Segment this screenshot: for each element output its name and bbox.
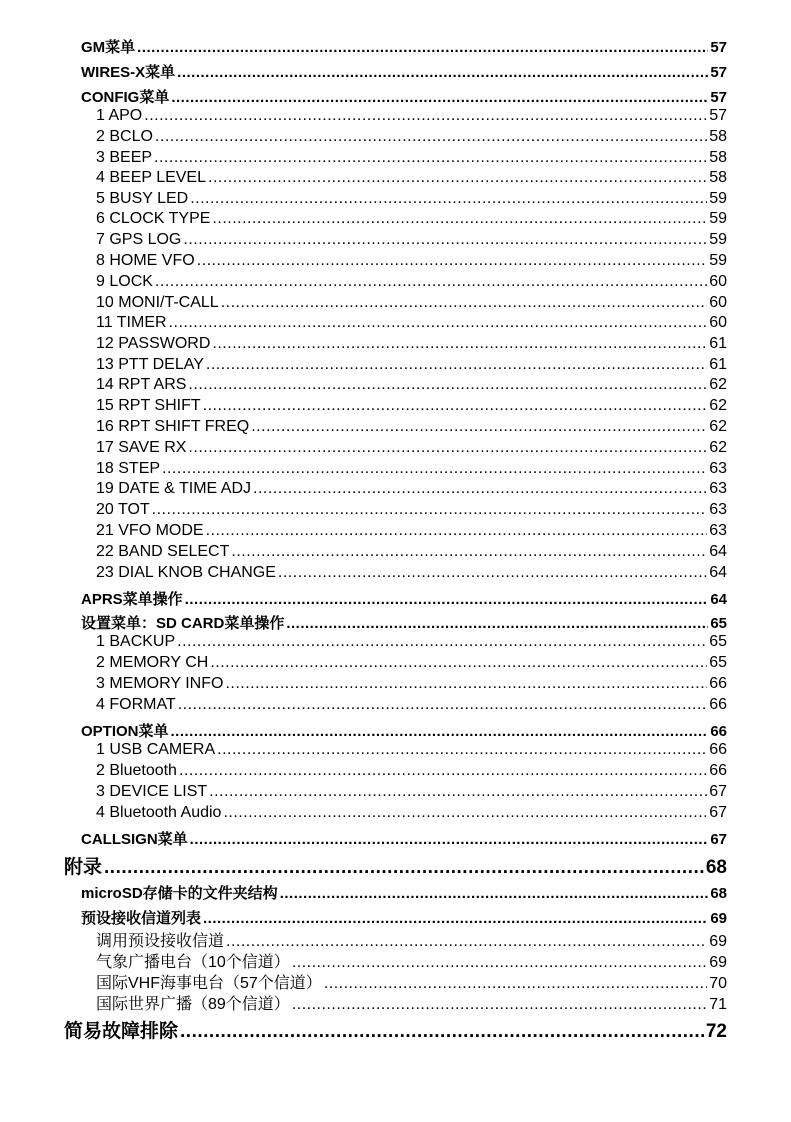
toc-entry-page-number: 58 (709, 128, 727, 145)
toc-entry-title: WIRES-X菜单 (81, 64, 176, 81)
toc-entry[interactable] (96, 633, 727, 653)
toc-entry-page-number: 69 (710, 910, 727, 927)
toc-entry-title: 气象广播电台（10个信道） (96, 954, 290, 971)
dot-leader (225, 675, 707, 693)
toc-entry-title: 17 SAVE RX (96, 439, 187, 456)
toc-entry-title: 2 MEMORY CH (96, 654, 209, 671)
toc-entry-page-number: 68 (705, 857, 727, 878)
toc-entry-title: 23 DIAL KNOB CHANGE (96, 564, 276, 581)
toc-entry-title: 7 GPS LOG (96, 231, 182, 248)
toc-entry[interactable] (96, 107, 727, 127)
toc-entry[interactable] (96, 376, 727, 396)
toc-entry[interactable] (64, 1016, 727, 1040)
toc-entry-title: 调用预设接收信道 (96, 933, 225, 950)
toc-entry-title: OPTION菜单 (81, 723, 169, 740)
toc-entry-title: GM菜单 (81, 39, 136, 56)
toc-entry-title: 16 RPT SHIFT FREQ (96, 418, 250, 435)
toc-entry-title: 15 RPT SHIFT (96, 397, 201, 414)
dot-leader (190, 831, 709, 848)
toc-entry-title: 1 BACKUP (96, 633, 176, 650)
toc-entry-title: 22 BAND SELECT (96, 543, 230, 560)
dot-leader (217, 741, 707, 759)
dot-leader (209, 783, 707, 801)
toc-entry-title: 20 TOT (96, 501, 150, 518)
toc-entry[interactable] (81, 61, 727, 81)
dot-leader (137, 39, 708, 56)
toc-entry-title: 2 BCLO (96, 128, 153, 145)
toc-entry-title: 19 DATE & TIME ADJ (96, 480, 252, 497)
toc-entry[interactable] (96, 128, 727, 148)
dot-leader (221, 294, 708, 312)
toc-entry-title: 国际世界广播（89个信道） (96, 996, 290, 1013)
toc-entry-page-number: 65 (709, 654, 727, 671)
toc-entry-title: 4 Bluetooth Audio (96, 804, 222, 821)
toc-entry-page-number: 63 (709, 460, 727, 477)
dot-leader (188, 376, 707, 394)
dot-leader (183, 231, 707, 249)
toc-entry-page-number: 60 (709, 273, 727, 290)
toc-entry[interactable] (96, 252, 727, 272)
toc-entry-page-number: 63 (709, 501, 727, 518)
toc-entry-page-number: 66 (709, 675, 727, 692)
toc-entry[interactable] (96, 564, 727, 584)
toc-entry-page-number: 58 (709, 149, 727, 166)
toc-entry-page-number: 70 (709, 975, 727, 992)
toc-entry-page-number: 61 (709, 335, 727, 352)
toc-entry[interactable] (96, 783, 727, 803)
toc-entry[interactable] (96, 991, 727, 1011)
toc-entry-page-number: 64 (709, 543, 727, 560)
toc-entry-title: 1 APO (96, 107, 143, 124)
toc-entry[interactable] (81, 828, 727, 848)
toc-entry-title: CALLSIGN菜单 (81, 831, 188, 848)
toc-entry-page-number: 59 (709, 190, 727, 207)
dot-leader (171, 89, 708, 106)
toc-entry-title: 预设接收信道列表 (81, 910, 202, 927)
dot-leader (188, 439, 707, 457)
toc-entry-page-number: 69 (709, 933, 727, 950)
toc-entry-page-number: 60 (709, 294, 727, 311)
toc-entry-page-number: 60 (709, 314, 727, 331)
dot-leader (280, 885, 709, 902)
toc-entry-page-number: 62 (709, 439, 727, 456)
toc-entry[interactable] (81, 907, 727, 927)
toc-entry-title: 14 RPT ARS (96, 376, 187, 393)
toc-entry-title: 3 DEVICE LIST (96, 783, 208, 800)
toc-entry-title: 18 STEP (96, 460, 161, 477)
toc-entry-page-number: 66 (709, 696, 727, 713)
toc-entry[interactable] (96, 522, 727, 542)
dot-leader (212, 335, 707, 353)
toc-entry[interactable] (96, 675, 727, 695)
dot-leader (144, 107, 707, 125)
dot-leader (179, 762, 707, 780)
dot-leader (208, 169, 707, 187)
toc-entry-page-number: 62 (709, 376, 727, 393)
toc-entry[interactable] (96, 501, 727, 521)
dot-leader (104, 857, 704, 879)
dot-leader (203, 910, 708, 927)
dot-leader (152, 501, 708, 519)
toc-entry-title: APRS菜单操作 (81, 591, 183, 608)
toc-entry-page-number: 67 (710, 831, 727, 848)
toc-entry-page-number: 63 (709, 522, 727, 539)
toc-entry[interactable] (96, 970, 727, 990)
toc-entry[interactable] (96, 273, 727, 293)
toc-entry[interactable] (96, 356, 727, 376)
toc-entry-title: 21 VFO MODE (96, 522, 204, 539)
toc-entry-title: 9 LOCK (96, 273, 153, 290)
toc-entry-title: 国际VHF海事电台（57个信道） (96, 975, 322, 992)
toc-entry[interactable] (81, 882, 727, 902)
toc-entry[interactable] (96, 231, 727, 251)
toc-entry-page-number: 65 (710, 615, 727, 632)
toc-entry[interactable] (96, 762, 727, 782)
toc-entry-title: 13 PTT DELAY (96, 356, 204, 373)
toc-entry-page-number: 63 (709, 480, 727, 497)
dot-leader (253, 480, 707, 498)
toc-entry[interactable] (96, 149, 727, 169)
toc-entry-page-number: 57 (710, 39, 727, 56)
dot-leader (223, 804, 707, 822)
toc-entry-title: 12 PASSWORD (96, 335, 211, 352)
toc-entry[interactable] (96, 439, 727, 459)
dot-leader (177, 633, 707, 651)
toc-entry-page-number: 68 (710, 885, 727, 902)
dot-leader (210, 654, 707, 672)
toc-entry-page-number: 58 (709, 169, 727, 186)
dot-leader (251, 418, 707, 436)
toc-entry-title: 2 Bluetooth (96, 762, 177, 779)
toc-entry-page-number: 59 (709, 210, 727, 227)
toc-entry-page-number: 69 (709, 954, 727, 971)
toc-entry-title: 10 MONI/T-CALL (96, 294, 219, 311)
dot-leader (162, 460, 707, 478)
toc-entry-page-number: 57 (710, 89, 727, 106)
toc-entry[interactable] (96, 543, 727, 563)
toc-entry-page-number: 61 (709, 356, 727, 373)
toc-entry[interactable] (96, 294, 727, 314)
toc-entry-page-number: 59 (709, 231, 727, 248)
dot-leader (177, 64, 708, 81)
toc-entry-page-number: 62 (709, 397, 727, 414)
dot-leader (155, 273, 707, 291)
toc-entry[interactable] (96, 169, 727, 189)
toc-entry-title: CONFIG菜单 (81, 89, 170, 106)
toc-entry-title: 3 MEMORY INFO (96, 675, 224, 692)
toc-entry-page-number: 64 (709, 564, 727, 581)
toc-entry-page-number: 67 (709, 783, 727, 800)
toc-entry-page-number: 67 (709, 804, 727, 821)
toc-entry[interactable] (81, 720, 727, 740)
toc-entry-page-number: 62 (709, 418, 727, 435)
toc-entry-title: 4 BEEP LEVEL (96, 169, 206, 186)
toc-entry[interactable] (64, 852, 727, 876)
toc-entry-page-number: 64 (710, 591, 727, 608)
dot-leader (206, 522, 708, 540)
toc-entry[interactable] (81, 86, 727, 106)
toc-entry[interactable] (96, 804, 727, 824)
dot-leader (231, 543, 707, 561)
toc-entry[interactable] (81, 588, 727, 608)
dot-leader (206, 356, 707, 374)
dot-leader (190, 190, 707, 208)
dot-leader (286, 615, 708, 632)
dot-leader (212, 210, 707, 228)
toc-entry-title: 1 USB CAMERA (96, 741, 216, 758)
toc-entry-page-number: 65 (709, 633, 727, 650)
dot-leader (169, 314, 708, 332)
dot-leader (171, 723, 709, 740)
toc-entry-page-number: 71 (709, 996, 727, 1013)
toc-entry-page-number: 57 (710, 64, 727, 81)
toc-entry-page-number: 66 (710, 723, 727, 740)
toc-entry-title: 8 HOME VFO (96, 252, 195, 269)
dot-leader (178, 696, 708, 714)
toc-entry-title: 简易故障排除 (64, 1021, 179, 1042)
toc-entry-page-number: 66 (709, 762, 727, 779)
toc-entry[interactable] (96, 190, 727, 210)
toc-entry[interactable] (81, 612, 727, 632)
toc-entry[interactable] (96, 460, 727, 480)
toc-entry-title: 设置菜单：SD CARD菜单操作 (81, 615, 285, 632)
toc-entry[interactable] (96, 397, 727, 417)
toc-entry-title: 附录 (64, 857, 103, 878)
toc-entry-page-number: 59 (709, 252, 727, 269)
toc-entry-title: 3 BEEP (96, 149, 153, 166)
dot-leader (203, 397, 708, 415)
dot-leader (278, 564, 707, 582)
dot-leader (185, 591, 709, 608)
toc-entry[interactable] (96, 210, 727, 230)
toc-entry-title: microSD存储卡的文件夹结构 (81, 885, 278, 902)
toc-entry[interactable] (81, 36, 727, 56)
dot-leader (154, 149, 707, 167)
toc-entry-title: 4 FORMAT (96, 696, 176, 713)
toc-entry[interactable] (96, 696, 727, 716)
toc-entry[interactable] (96, 741, 727, 761)
toc-entry[interactable] (96, 418, 727, 438)
toc-entry[interactable] (96, 335, 727, 355)
toc-entry-title: 11 TIMER (96, 314, 167, 331)
dot-leader (180, 1021, 704, 1043)
toc-entry[interactable] (96, 480, 727, 500)
toc-entry-title: 6 CLOCK TYPE (96, 210, 211, 227)
toc-entry-page-number: 72 (705, 1021, 727, 1042)
toc-entry-page-number: 66 (709, 741, 727, 758)
dot-leader (197, 252, 708, 270)
toc-entry[interactable] (96, 928, 727, 948)
dot-leader (292, 996, 707, 1014)
toc-entry-page-number: 57 (709, 107, 727, 124)
toc-entry[interactable] (96, 314, 727, 334)
toc-entry-title: 5 BUSY LED (96, 190, 189, 207)
dot-leader (155, 128, 707, 146)
toc-entry[interactable] (96, 949, 727, 969)
toc-entry[interactable] (96, 654, 727, 674)
